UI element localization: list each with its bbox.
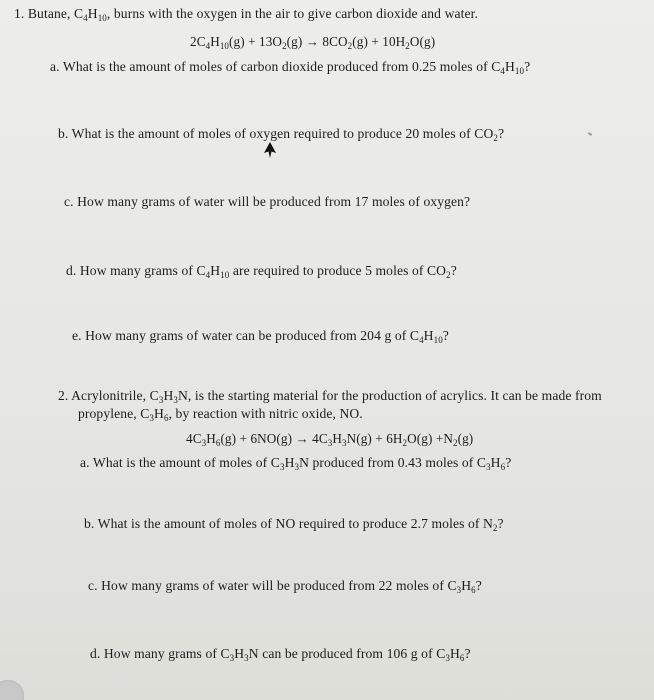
problem-1-intro: 1. Butane, $C_4H_{10}$, burns with the oxygen in the air to give carbon dioxide and water. <box>14 6 479 23</box>
question-1a: a. What is the amount of moles of carbon dioxide produced from 0.25 moles of $C_4H_{10}$? <box>50 59 531 76</box>
question-2b: b. What is the amount of moles of NO required to produce 2.7 moles of $N_2$? <box>84 516 504 533</box>
problem-2-intro-line2: propylene, $C_3H_6$, by reaction with nitric oxide, NO. <box>78 406 363 423</box>
corner-circle-button[interactable] <box>0 680 24 700</box>
problem-2-equation: $4C_3H_6(g) + 6NO(g) \to 4C_3H_3N(g) + 6H_2O(g) +N_2(g)$ <box>186 431 474 448</box>
problem-2-intro-line1: 2. Acrylonitrile, $C_3H_3N$, is the starting material for the production of acrylics. It can be made from <box>58 388 602 405</box>
question-1d: d. How many grams of $C_4H_{10}$ are required to produce 5 moles of $CO_2$? <box>66 263 457 280</box>
question-2c: c. How many grams of water will be produced from 22 moles of $C_3H_6$? <box>88 578 482 595</box>
question-2a: a. What is the amount of moles of $C_3H_3N$ produced from 0.43 moles of $C_3H_6$? <box>80 455 512 472</box>
question-1b: b. What is the amount of moles of oxygen required to produce 20 moles of $CO_2$? <box>58 126 505 143</box>
problem-1-equation: $2C_4H_{10}(g) + 13O_2(g) \to 8CO_2(g) + 10H_2O(g)$ <box>190 34 436 51</box>
mouse-cursor-icon <box>263 141 277 159</box>
question-1e: e. How many grams of water can be produced from 204 g of $C_4H_{10}$? <box>72 328 449 345</box>
stray-mark <box>588 132 592 136</box>
question-2d: d. How many grams of $C_3H_3N$ can be produced from 106 g of $C_3H_6$? <box>90 646 471 663</box>
question-1c: c. How many grams of water will be produced from 17 moles of oxygen? <box>64 194 471 209</box>
